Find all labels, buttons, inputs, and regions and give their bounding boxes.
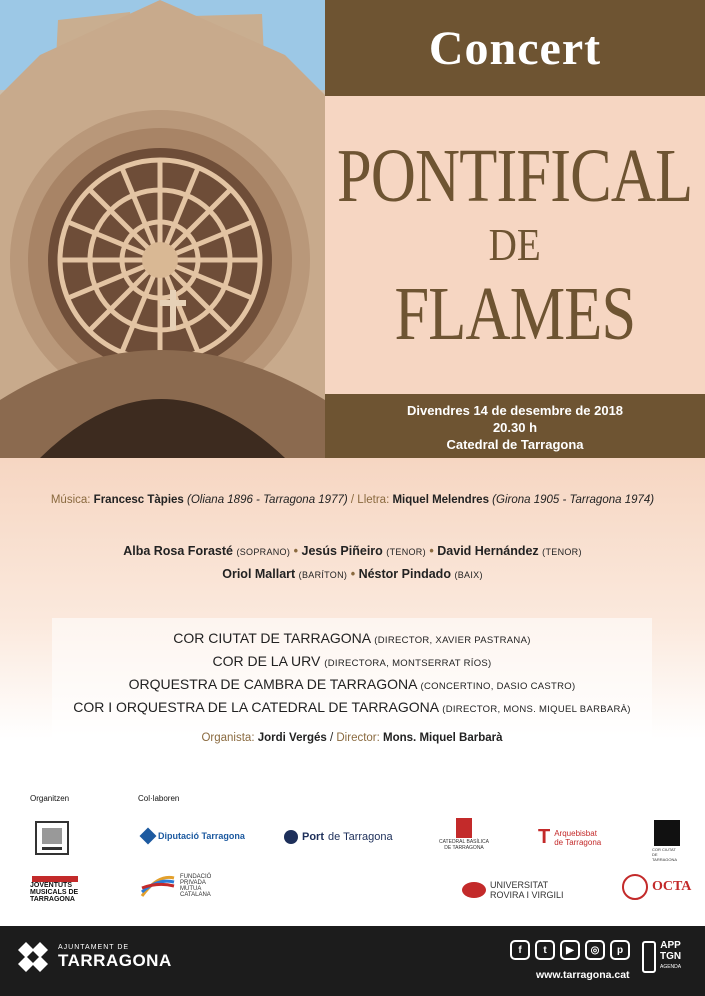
soloist-name: Jesús Piñeiro [301, 544, 383, 558]
arquebisbat-text [554, 829, 601, 847]
ajuntament-label: AJUNTAMENT DE [58, 943, 130, 951]
event-info-band [325, 394, 705, 458]
pinterest-icon[interactable]: p [610, 940, 630, 960]
event-venue: Catedral de Tarragona [446, 437, 584, 452]
port-circle-icon [284, 830, 298, 844]
title-line-pontifical: PONTIFICAL [337, 134, 693, 218]
cor-ciutat-square-icon [654, 820, 680, 846]
facebook-icon[interactable]: f [510, 940, 530, 960]
event-date: Divendres 14 de desembre de 2018 [406, 403, 624, 418]
fundacio-text: FUNDACIÓ PRIVADA MÚTUA CATALANA [180, 874, 212, 898]
octa-text: OCTA [652, 879, 692, 894]
organist-label: Organista: [201, 732, 255, 744]
event-time: 20.30 h [492, 420, 538, 435]
port-text-a: Port [302, 831, 324, 843]
arquebisbat-line-1: Arquebisbat [554, 828, 597, 838]
footer-bar [0, 926, 705, 996]
app-text [660, 940, 681, 973]
soloist-voice: (TENOR) [542, 547, 582, 557]
composer-name: Francesc Tàpies [93, 494, 184, 506]
music-label: Música: [50, 494, 91, 506]
ensemble-detail: (DIRECTORA, MONTSERRAT RÍOS) [324, 658, 492, 669]
urv-line-1: UNIVERSITAT [490, 880, 549, 890]
soloist-voice: (BAIX) [454, 570, 483, 580]
soloist-name: Alba Rosa Forasté [123, 544, 233, 558]
soloist-voice: (TENOR) [386, 547, 426, 557]
soloists [0, 540, 705, 586]
port-logo [284, 830, 393, 844]
diputacio-logo [142, 830, 245, 842]
twitter-icon[interactable]: t [535, 940, 555, 960]
organize-label: Organitzen [30, 794, 70, 803]
cathedral-rose-window-photo [0, 0, 325, 458]
joventuts-text: JOVENTUTS MUSICALS DE TARRAGONA [30, 882, 79, 903]
ensemble-line [52, 628, 652, 651]
app-tgn-badge[interactable] [642, 940, 681, 973]
bullet-separator: • [293, 544, 299, 558]
cor-ciutat-small-logo [652, 820, 682, 862]
ensemble-name: ORQUESTRA DE CAMBRA DE TARRAGONA [128, 676, 417, 692]
title-line-flames: FLAMES [394, 272, 636, 356]
poster-header [0, 0, 705, 458]
octa-logo [622, 874, 691, 900]
ensemble-line [52, 697, 652, 720]
credits-separator: / [347, 494, 358, 506]
catedral-logo [436, 818, 492, 851]
octa-circle-icon [622, 874, 648, 900]
diputacio-text: Diputació Tarragona [158, 831, 245, 841]
city-name: TARRAGONA [58, 950, 172, 970]
concert-band [325, 0, 705, 96]
soloist-name: Néstor Pindado [358, 567, 451, 581]
credits-line [0, 494, 705, 506]
ajuntament-text [58, 944, 172, 971]
lyrics-label: Lletra: [357, 494, 390, 506]
youtube-icon[interactable]: ▶ [560, 940, 580, 960]
soloist-name: David Hernández [437, 544, 539, 558]
ajuntament-logo[interactable] [18, 942, 172, 972]
title-area [325, 96, 705, 394]
ensembles-box [52, 618, 652, 748]
ensemble-name: COR CIUTAT DE TARRAGONA [173, 630, 371, 646]
arquebisbat-line-2: de Tarragona [554, 837, 602, 847]
website-link[interactable]: www.tarragona.cat [536, 969, 630, 981]
app-line-1: APP [660, 940, 681, 951]
cor-ciutat-text: COR CIUTAT DE TARRAGONA [652, 847, 678, 862]
phone-icon [642, 941, 656, 973]
soloist-voice: (BARÍTON) [298, 570, 348, 580]
collaborate-label: Col·laboren [138, 794, 180, 803]
urv-emblem-icon [462, 882, 486, 898]
joventuts-logo [30, 876, 80, 903]
bullet-separator: • [429, 544, 434, 558]
arquebisbat-logo [538, 826, 601, 849]
instagram-icon[interactable]: ◎ [585, 940, 605, 960]
urv-line-2: ROVIRA I VIRGILI [490, 890, 564, 900]
sponsor-logos [0, 788, 705, 918]
catedral-shield-icon [456, 818, 472, 838]
diputacio-diamond-icon [140, 828, 157, 845]
port-text-b: de Tarragona [328, 831, 393, 843]
social-icons [510, 940, 630, 960]
urv-logo [462, 880, 564, 900]
soloists-line-1 [0, 540, 705, 563]
app-line-3: AGENDA [660, 964, 682, 970]
ensemble-line [52, 651, 652, 674]
program-details [0, 458, 705, 926]
ensemble-detail: (DIRECTOR, XAVIER PASTRANA) [374, 635, 531, 646]
ensemble-name: COR DE LA URV [212, 653, 321, 669]
ensemble-detail: (DIRECTOR, MONS. MIQUEL BARBARÀ) [442, 704, 631, 715]
cor-ciutat-emblem-icon [34, 820, 70, 856]
lyricist-dates: (Girona 1905 - Tarragona 1974) [492, 494, 655, 506]
organist-name: Jordi Vergés [257, 732, 327, 744]
catedral-text: CATEDRAL BASÍLICA DE TARRAGONA [438, 839, 489, 851]
director-name: Mons. Miquel Barbarà [383, 732, 503, 744]
concert-label: Concert [428, 21, 602, 75]
organ-separator: / [326, 732, 337, 744]
ensemble-name: COR I ORQUESTRA DE LA CATEDRAL DE TARRAGONA [73, 699, 439, 715]
fundacio-logo [140, 874, 228, 898]
urv-text [490, 880, 564, 900]
cor-ciutat-logo [34, 820, 70, 856]
bullet-separator: • [350, 567, 356, 581]
title-line-de: DE [488, 219, 542, 270]
fundacio-swoosh-icon [140, 874, 176, 898]
arquebisbat-cross-icon: T [538, 826, 551, 848]
soloists-line-2 [0, 563, 705, 586]
tarragona-mosaic-icon [18, 942, 48, 972]
app-line-2: TGN [660, 951, 682, 962]
ensemble-line [52, 674, 652, 697]
organ-director-line [52, 732, 652, 744]
lyricist-name: Miquel Melendres [392, 494, 489, 506]
ensemble-detail: (CONCERTINO, DASIO CASTRO) [420, 681, 576, 692]
director-label: Director: [336, 732, 380, 744]
soloist-name: Oriol Mallart [222, 567, 296, 581]
soloist-voice: (SOPRANO) [236, 547, 291, 557]
composer-dates: (Oliana 1896 - Tarragona 1977) [187, 494, 348, 506]
